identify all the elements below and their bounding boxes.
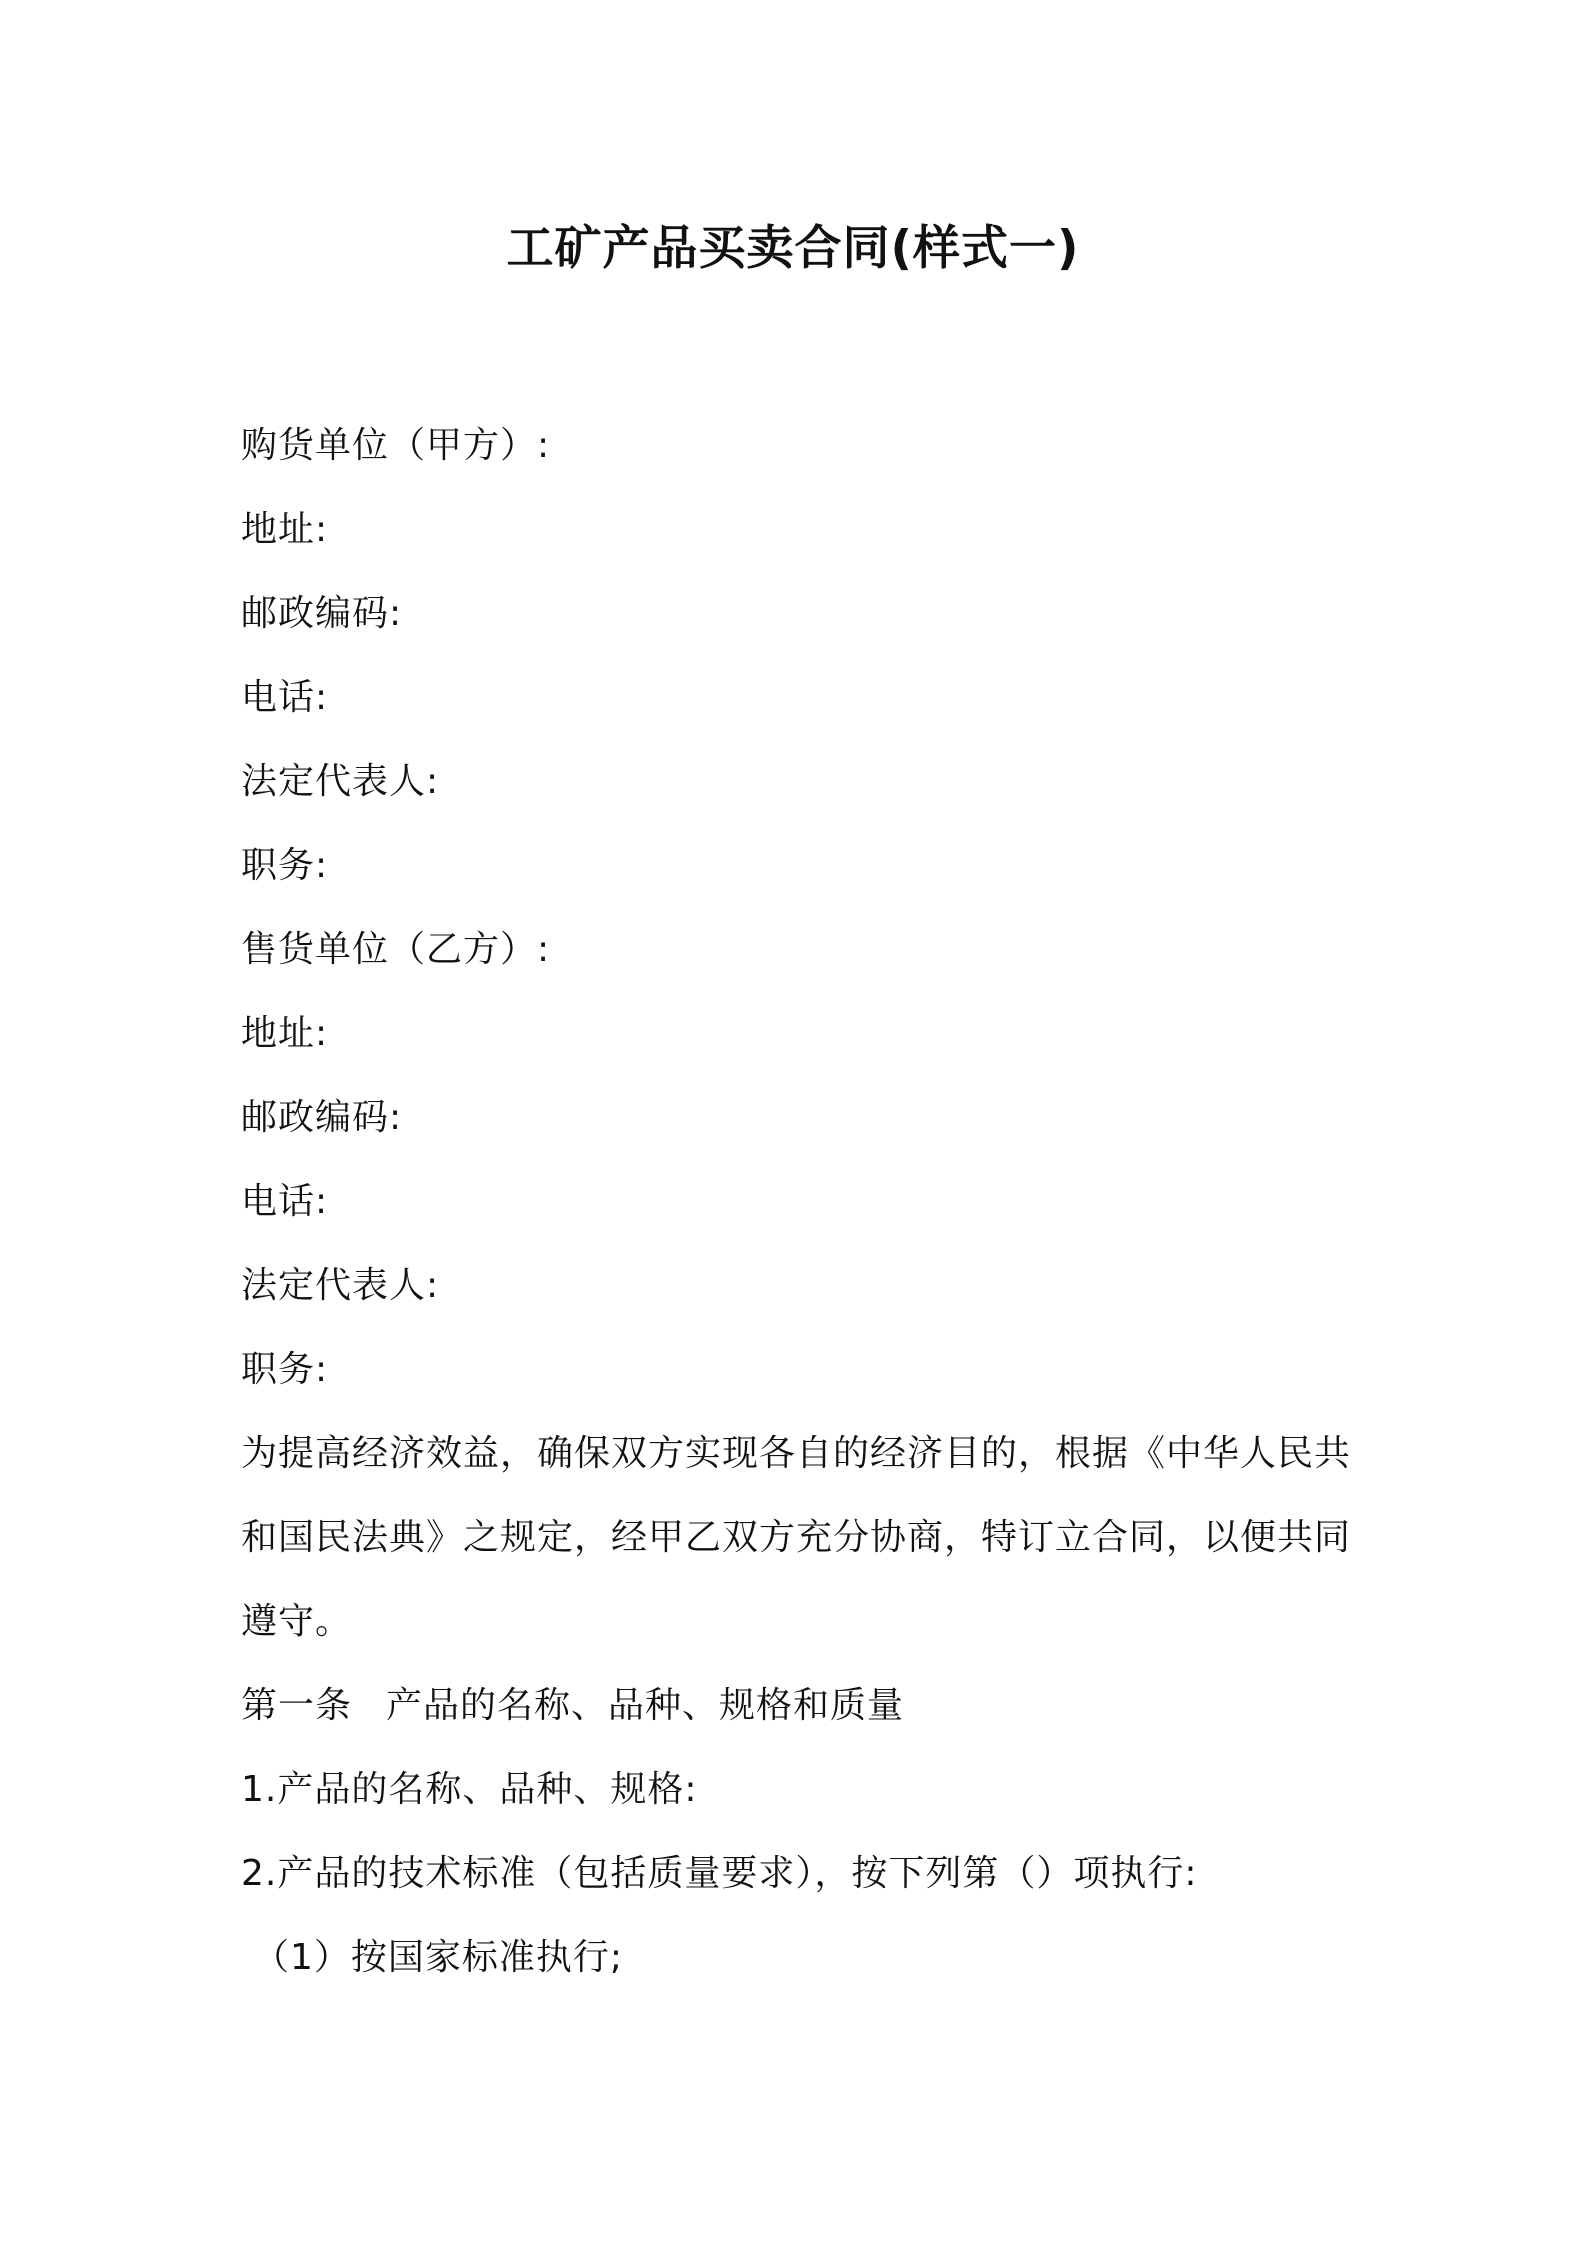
- buyer-unit-label: 购货单位（甲方）:: [241, 425, 551, 466]
- buyer-postal-code-label: 邮政编码:: [241, 593, 403, 634]
- article-1-number: 第一条: [241, 1685, 353, 1726]
- buyer-position-label: 职务:: [241, 845, 329, 886]
- preamble-paragraph: 为提高经济效益，确保双方实现各自的经济目的，根据《中华人民共和国民法典》之规定，经甲乙双方充分协商，特订立合同，以便共同遵守。: [241, 1433, 1352, 1642]
- item-2: 2.产品的技术标准（包括质量要求），按下列第（）项执行:: [241, 1853, 1198, 1894]
- article-1-heading: [241, 1664, 1361, 1748]
- article-1-title: 产品的名称、品种、规格和质量: [386, 1685, 905, 1726]
- item-2-1: （1）按国家标准执行;: [253, 1937, 624, 1978]
- buyer-phone-label: 电话:: [241, 677, 329, 718]
- seller-phone-label: 电话:: [241, 1181, 329, 1222]
- seller-postal-code-label: 邮政编码:: [241, 1097, 403, 1138]
- seller-position-label: 职务:: [241, 1349, 329, 1390]
- buyer-legal-rep-label: 法定代表人:: [241, 761, 440, 802]
- seller-unit-label: 售货单位（乙方）:: [241, 929, 551, 970]
- document-title: 工矿产品买卖合同(样式一): [506, 221, 1080, 276]
- document-body: [241, 404, 1361, 2000]
- seller-address-label: 地址:: [241, 1013, 329, 1054]
- seller-legal-rep-label: 法定代表人:: [241, 1265, 440, 1306]
- buyer-address-label: 地址:: [241, 509, 329, 550]
- item-1: 1.产品的名称、品种、规格:: [241, 1769, 698, 1810]
